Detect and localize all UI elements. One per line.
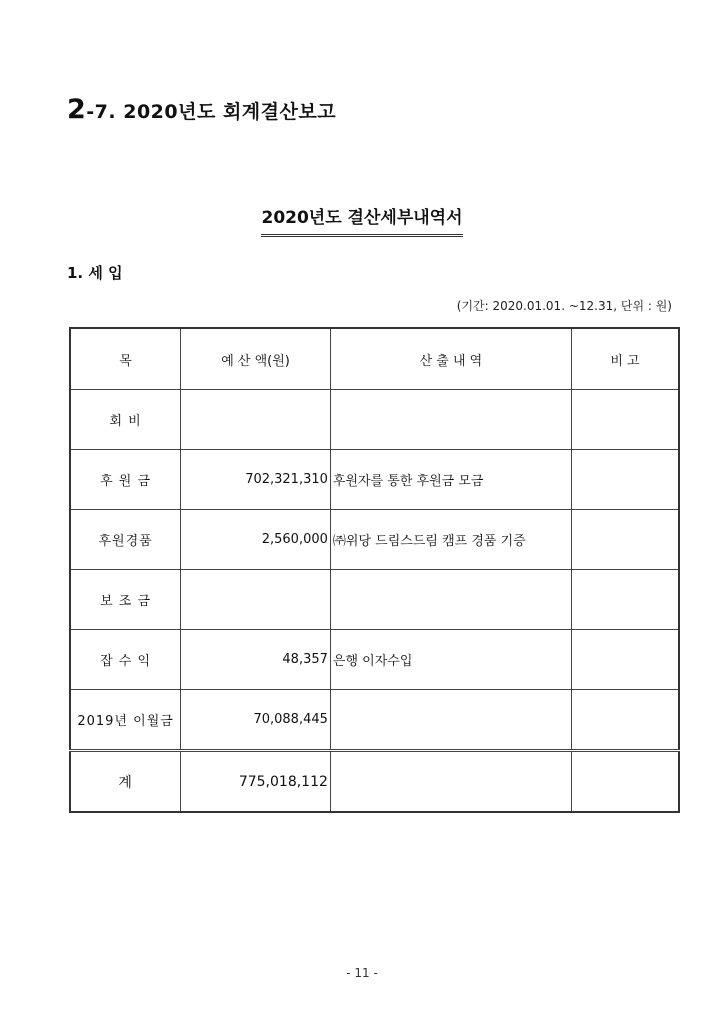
- row-calculation: [330, 570, 571, 630]
- header-note: 비 고: [571, 328, 679, 390]
- table-header-row: [70, 328, 679, 390]
- row-note: [571, 510, 679, 570]
- table-row: [70, 630, 679, 690]
- total-label: 계: [70, 751, 181, 813]
- table-row: [70, 570, 679, 630]
- row-calculation: [330, 390, 571, 450]
- period-note: (기간: 2020.01.01. ~12.31, 단위 : 원): [456, 299, 672, 313]
- section-title: [67, 94, 336, 125]
- document-title-text: 2020년도 결산세부내역서: [261, 203, 462, 237]
- row-amount: 48,357: [181, 630, 331, 690]
- page-number: - 11 -: [346, 966, 378, 980]
- total-note: [571, 751, 679, 813]
- row-calculation: 후원자를 통한 후원금 모금: [330, 450, 571, 510]
- table-total-row: [70, 751, 679, 813]
- row-note: [571, 630, 679, 690]
- row-item: 후원경품: [70, 510, 181, 570]
- sub-heading: 1. 세 입: [67, 264, 123, 282]
- total-amount: 775,018,112: [181, 751, 331, 813]
- header-item: 목: [70, 328, 181, 390]
- row-amount: 70,088,445: [181, 690, 331, 751]
- table-row: [70, 690, 679, 751]
- row-amount: [181, 570, 331, 630]
- document-title: [0, 203, 724, 237]
- row-note: [571, 570, 679, 630]
- row-amount: 702,321,310: [181, 450, 331, 510]
- row-note: [571, 690, 679, 751]
- row-item: 후 원 금: [70, 450, 181, 510]
- row-calculation: ㈜위당 드림스드림 캠프 경품 기증: [330, 510, 571, 570]
- revenue-table: [69, 327, 680, 813]
- row-calculation: [330, 690, 571, 751]
- row-calculation: 은행 이자수입: [330, 630, 571, 690]
- row-amount: 2,560,000: [181, 510, 331, 570]
- table-row: [70, 510, 679, 570]
- total-calculation: [330, 751, 571, 813]
- section-title-text: -7. 2020년도 회계결산보고: [86, 101, 337, 123]
- row-item: 2019년 이월금: [70, 690, 181, 751]
- row-item: 보 조 금: [70, 570, 181, 630]
- table-row: [70, 450, 679, 510]
- row-item: 잡 수 익: [70, 630, 181, 690]
- row-note: [571, 390, 679, 450]
- section-number: 2: [67, 94, 87, 125]
- row-item: 회 비: [70, 390, 181, 450]
- table-row: [70, 390, 679, 450]
- row-note: [571, 450, 679, 510]
- header-calculation: 산 출 내 역: [330, 328, 571, 390]
- header-budget: 예 산 액(원): [181, 328, 331, 390]
- row-amount: [181, 390, 331, 450]
